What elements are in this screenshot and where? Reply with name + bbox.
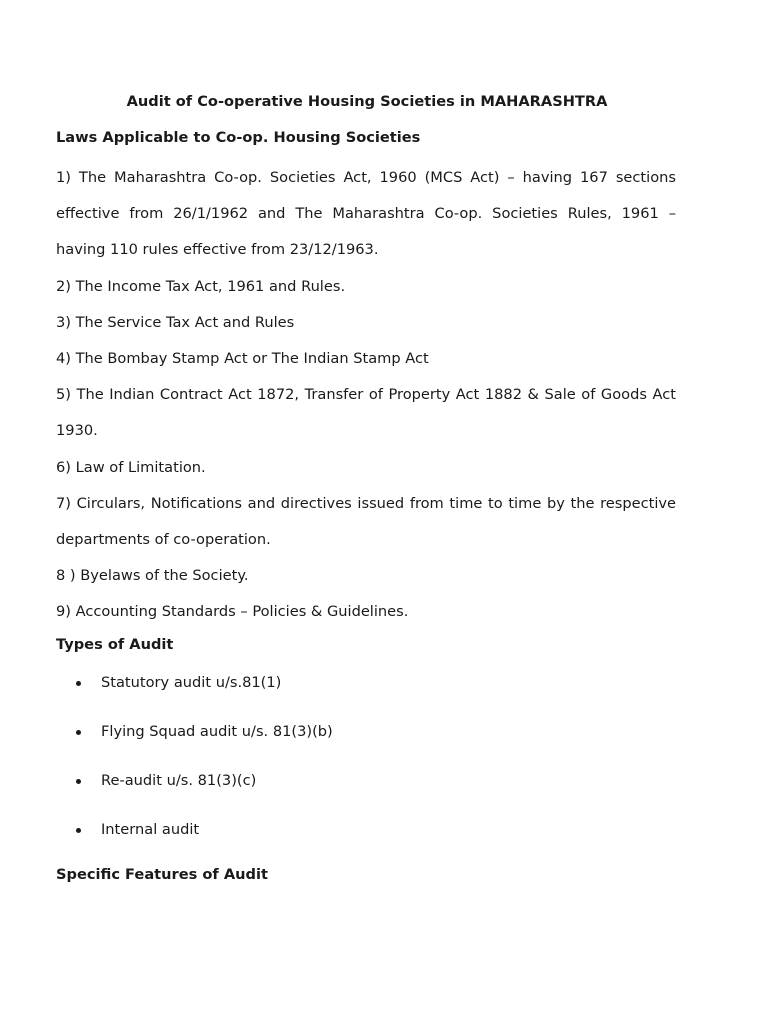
list-item xyxy=(56,812,676,848)
document-page xyxy=(56,88,676,897)
law-item: 2) The Income Tax Act, 1961 and Rules. xyxy=(56,277,346,295)
list-item xyxy=(56,763,676,799)
list-item xyxy=(56,714,676,750)
list-item xyxy=(56,665,676,701)
bullet-icon xyxy=(76,828,81,833)
bullet-icon xyxy=(76,779,81,784)
document-title: Audit of Co-operative Housing Societies in MAHARASHTRA xyxy=(126,93,608,110)
bullet-icon xyxy=(76,681,81,686)
law-item: 4) The Bombay Stamp Act or The Indian Stamp Act xyxy=(56,350,429,368)
audit-types-list xyxy=(56,665,676,848)
law-item: 9) Accounting Standards – Policies & Guidelines. xyxy=(56,603,409,621)
audit-type-label: Flying Squad audit u/s. 81(3)(b) xyxy=(101,722,333,740)
law-item: 1) The Maharashtra Co-op. Societies Act, 1960 (MCS Act) – having 167 sections effective from 26/1/1962 and The Maharashtra Co-op. Societies Rules, 1961 – having 110 rules effective from 23/12/1963. xyxy=(56,169,676,259)
types-heading: Types of Audit xyxy=(56,635,174,653)
audit-type-label: Internal audit xyxy=(101,820,200,838)
law-item: 6) Law of Limitation. xyxy=(56,458,206,476)
laws-heading: Laws Applicable to Co-op. Housing Societies xyxy=(56,129,421,146)
law-item: 3) The Service Tax Act and Rules xyxy=(56,313,295,331)
audit-type-label: Statutory audit u/s.81(1) xyxy=(101,673,282,691)
features-heading: Specific Features of Audit xyxy=(56,865,268,883)
law-item: 8 ) Byelaws of the Society. xyxy=(56,567,249,585)
bullet-icon xyxy=(76,730,81,735)
law-item: 7) Circulars, Notifications and directives issued from time to time by the respective departments of co-operation. xyxy=(56,494,676,549)
law-item: 5) The Indian Contract Act 1872, Transfer of Property Act 1882 & Sale of Goods Act 1930. xyxy=(56,386,676,440)
audit-type-label: Re-audit u/s. 81(3)(c) xyxy=(101,771,257,789)
